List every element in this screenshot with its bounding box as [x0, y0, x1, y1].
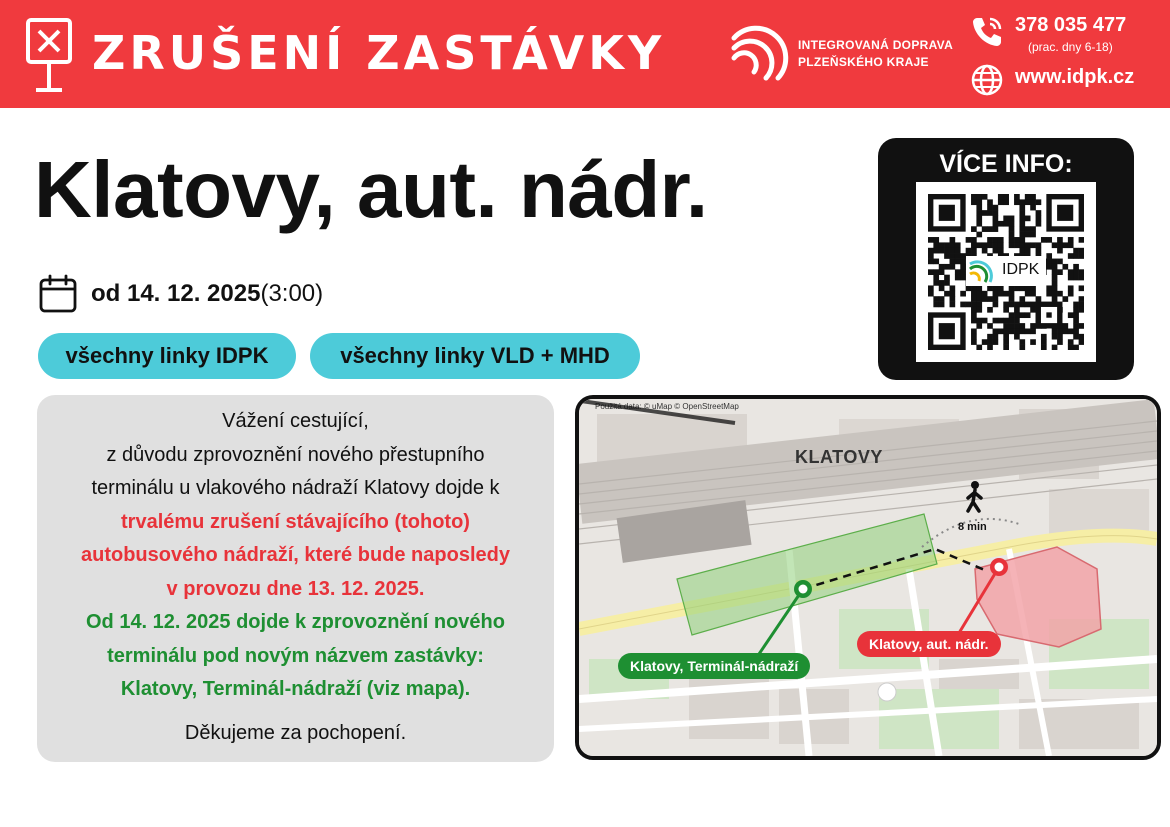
date-from: od 14. 12. 2025 [91, 280, 261, 307]
announcement-text [37, 405, 554, 707]
organization-name [798, 37, 953, 71]
qr-code[interactable] [916, 182, 1096, 362]
more-info-box [878, 138, 1134, 380]
line-badge-idpk: všechny linky IDPK [38, 333, 296, 379]
date-time: (3:00) [260, 280, 324, 307]
idpk-logo-icon [728, 22, 790, 84]
qr-logo-text: IDPK [1002, 261, 1040, 278]
more-info-title: VÍCE INFO: [939, 150, 1073, 178]
message-line-new: Klatovy, Terminál-nádraží (viz mapa). [120, 678, 471, 700]
qr-center-logo [966, 256, 1046, 286]
header-title: ZRUŠENÍ ZASTÁVKY [92, 26, 666, 80]
map-credit: Použitá data: © uMap © OpenStreetMap [595, 402, 739, 411]
message-line-alert: v provozu dne 13. 12. 2025. [166, 577, 425, 600]
cancelled-stop-sign-icon [26, 18, 72, 94]
message-line-alert: trvalému zrušení stávajícího (tohoto) [121, 510, 470, 533]
thanks-line: Děkujeme za pochopení. [184, 722, 407, 744]
phone-icon [970, 15, 1004, 49]
validity-date [91, 280, 323, 308]
map[interactable] [575, 395, 1161, 760]
message-line: terminálu u vlakového nádraží Klatovy dojde k [91, 477, 500, 499]
strike-through-icon [579, 399, 737, 425]
message-line: Vážení cestující, [222, 410, 369, 432]
message-line-alert: autobusového nádraží, které bude naposledy [81, 544, 510, 566]
phone-number[interactable]: 378 035 477 [1015, 14, 1127, 36]
old-stop-label: Klatovy, aut. nádr. [857, 631, 1001, 657]
message-line: z důvodu zprovoznění nového přestupního [106, 443, 485, 466]
org-line-2: PLZEŇSKÉHO KRAJE [798, 55, 929, 69]
website-link[interactable]: www.idpk.cz [1015, 66, 1135, 88]
announcement-box [37, 395, 554, 762]
header-bar [0, 0, 1170, 108]
org-line-1: INTEGROVANÁ DOPRAVA [798, 38, 954, 52]
walk-time-label: 8 min [958, 521, 987, 533]
stop-name: Klatovy, aut. nádr. [34, 145, 708, 234]
line-badge-vld-mhd: všechny linky VLD + MHD [310, 333, 640, 379]
message-line-new: Od 14. 12. 2025 dojde k zprovoznění nového [85, 611, 505, 633]
calendar-icon [38, 274, 78, 314]
map-city-label: KLATOVY [795, 447, 883, 467]
idpk-color-logo-icon [966, 256, 996, 286]
new-stop-label: Klatovy, Terminál-nádraží [618, 653, 810, 679]
globe-icon [970, 63, 1004, 97]
phone-hours: (prac. dny 6-18) [1028, 40, 1113, 54]
message-line-new: terminálu pod novým názvem zastávky: [107, 644, 484, 667]
